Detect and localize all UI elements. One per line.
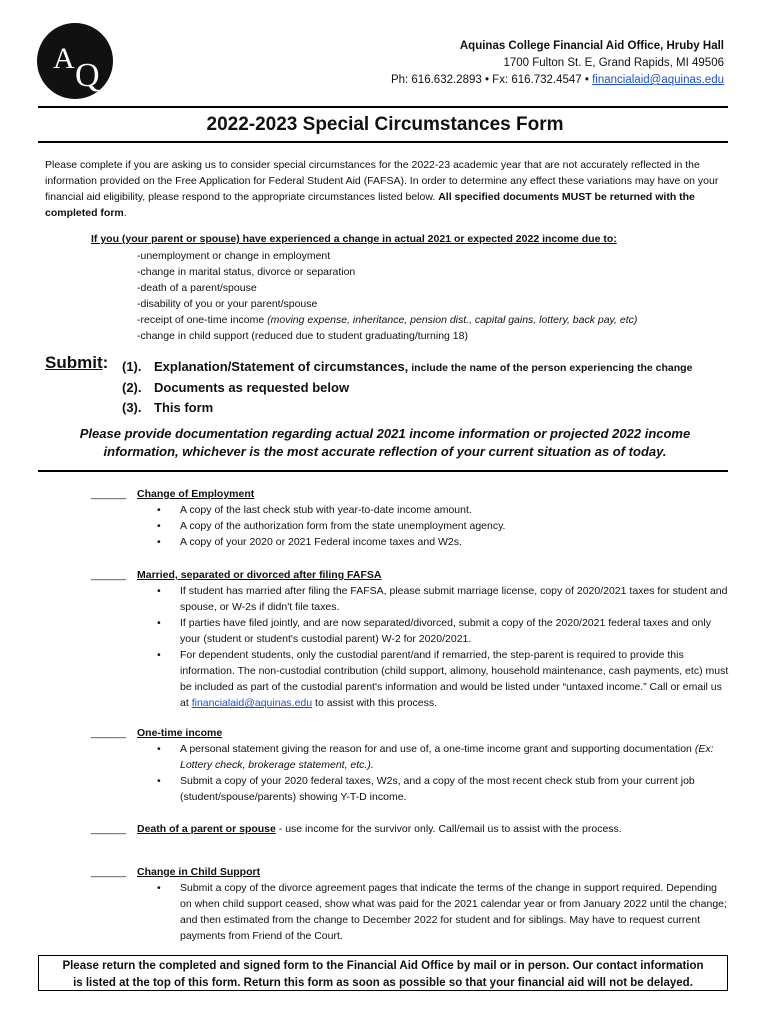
list-item: [91, 647, 731, 711]
office-address: 1700 Fulton St. E, Grand Rapids, MI 49506: [503, 57, 724, 69]
submit-item-number: (2).: [122, 380, 142, 395]
svg-text:A: A: [53, 42, 75, 75]
email-link[interactable]: financialaid@aquinas.edu: [191, 697, 313, 709]
section-death: [91, 821, 731, 837]
list-item: • A copy of the authorization form from the state unemployment agency.: [91, 518, 731, 534]
section-title: Change of Employment: [137, 488, 255, 500]
section-married: [91, 567, 731, 711]
return-instructions-box: [38, 955, 728, 991]
list-item-examples: (Ex: Lottery check, brokerage statement, etc.).: [180, 743, 714, 771]
checkbox-blank-onetime[interactable]: ______: [91, 727, 127, 739]
reason-item: -change in child support (reduced due to student graduating/turning 18): [137, 330, 468, 342]
list-item-text: A personal statement giving the reason for and use of, a one-time income grant and supporting documentation: [180, 743, 695, 755]
reason-item: -death of a parent/spouse: [137, 282, 257, 294]
footer-line: is listed at the top of this form. Return this form as soon as possible so that your financial aid will not be delayed.: [73, 977, 693, 989]
submit-item-text: Explanation/Statement of circumstances,: [154, 359, 409, 374]
documentation-instruction: Please provide documentation regarding actual 2021 income information or projected 2022 income information, whichever is the most accurate reflection of your current situation as of today.: [79, 426, 691, 459]
checkbox-blank-death[interactable]: ______: [91, 823, 127, 835]
office-name: Aquinas College Financial Aid Office, Hruby Hall: [459, 40, 724, 52]
checkbox-blank-employment[interactable]: ______: [91, 488, 127, 500]
aquinas-logo: [33, 18, 125, 104]
intro-required-docs: All specified documents MUST be returned with the completed form: [45, 191, 695, 219]
submit-item: [122, 398, 692, 418]
submit-list: [122, 357, 692, 418]
footer-line: Please return the completed and signed form to the Financial Aid Office by mail or in person. Our contact information: [62, 960, 704, 972]
intro-paragraph: [45, 157, 730, 221]
reason-onetime-examples: (moving expense, inheritance, pension dist., capital gains, lottery, back pay, etc): [267, 314, 638, 326]
section-title: One-time income: [137, 727, 223, 739]
reason-item: [137, 312, 637, 328]
intro-end: .: [123, 207, 127, 219]
list-item: • Submit a copy of your 2020 federal taxes, W2s, and a copy of the most recent check stub from your current job (student/spouse/parents) showing Y-T-D income.: [91, 773, 731, 805]
submit-label: [45, 353, 108, 373]
submit-item-number: (1).: [122, 359, 142, 374]
income-change-reasons: [137, 248, 637, 344]
intro-text: Please complete if you are asking us to consider special circumstances for the 2022-23 academic year that are not accurately reflected in the information provided on the Free Application for Federal Student Aid (FAFSA). In order to determine any effect these variations may have on your financial aid eligibility, please respond to the appropriate circumstances listed below.: [45, 159, 719, 203]
list-item: • Submit a copy of the divorce agreement pages that indicate the terms of the change in support required. Depending on when child support ceased, show what was paid for the 2021 calendar year or from January 2022 until the change; and then estimated from the change to December 2022 for student and for siblings. May have to request current payments from Friend of the Court.: [91, 880, 731, 944]
phone-fax-text: Ph: 616.632.2893 • Fx: 616.732.4547 •: [390, 74, 593, 86]
header-divider: [38, 106, 728, 108]
list-item-text-end: to assist with this process.: [312, 697, 437, 709]
page-title: 2022-2023 Special Circumstances Form: [206, 114, 564, 135]
submit-item-number: (3).: [122, 400, 142, 415]
checkbox-blank-child[interactable]: ______: [91, 866, 127, 878]
income-change-heading: If you (your parent or spouse) have experienced a change in actual 2021 or expected 2022 income due to:: [91, 233, 617, 245]
list-item: • A copy of your 2020 or 2021 Federal income taxes and W2s.: [91, 534, 731, 550]
list-item-text: For dependent students, only the custodial parent/and if remarried, the step-parent is required to provide this information. The non-custodial contribution (child support, alimony, household maintenance, cash payments, etc) must be included as part of the custodial parent's information and would be listed under “untaxed income.” Call or email us at: [180, 649, 729, 709]
reason-item: -unemployment or change in employment: [137, 250, 331, 262]
section-child-support: [91, 864, 731, 944]
reason-item: -change in marital status, divorce or separation: [137, 266, 356, 278]
section-text: - use income for the survivor only. Call/email us to assist with the process.: [275, 823, 622, 835]
submit-colon: :: [102, 353, 109, 372]
checkbox-blank-married[interactable]: ______: [91, 569, 127, 581]
submit-item-text: This form: [154, 400, 214, 415]
instruction-divider: [38, 470, 728, 472]
reason-item: -disability of you or your parent/spouse: [137, 298, 318, 310]
office-phone-fax: [391, 72, 724, 89]
list-item: • If parties have filed jointly, and are now separated/divorced, submit a copy of the 2020/2021 federal taxes and only your (student or student's custodial parent) W-2 for 2020/2021.: [91, 615, 731, 647]
list-item: • If student has married after filing the FAFSA, please submit marriage license, copy of 2020/2021 taxes for student and spouse, or W-2s if didn't file taxes.: [91, 583, 731, 615]
section-onetime: [91, 725, 731, 805]
submit-item: [122, 378, 692, 398]
list-item: [91, 741, 731, 773]
section-employment: [91, 486, 731, 550]
submit-item: [122, 357, 692, 378]
section-title: Change in Child Support: [137, 866, 261, 878]
submit-word: Submit: [45, 353, 103, 372]
submit-item-note: include the name of the person experiencing the change: [408, 362, 693, 374]
list-item: • A copy of the last check stub with year-to-date income amount.: [91, 502, 731, 518]
title-divider: [38, 141, 728, 143]
section-title: Death of a parent or spouse: [137, 823, 276, 835]
reason-onetime-text: -receipt of one-time income: [137, 314, 268, 326]
email-link[interactable]: financialaid@aquinas.edu: [592, 74, 724, 86]
submit-item-text: Documents as requested below: [154, 380, 350, 395]
section-title: Married, separated or divorced after filing FAFSA: [137, 569, 382, 581]
svg-text:Q: Q: [75, 57, 100, 94]
office-contact-block: [391, 38, 724, 89]
